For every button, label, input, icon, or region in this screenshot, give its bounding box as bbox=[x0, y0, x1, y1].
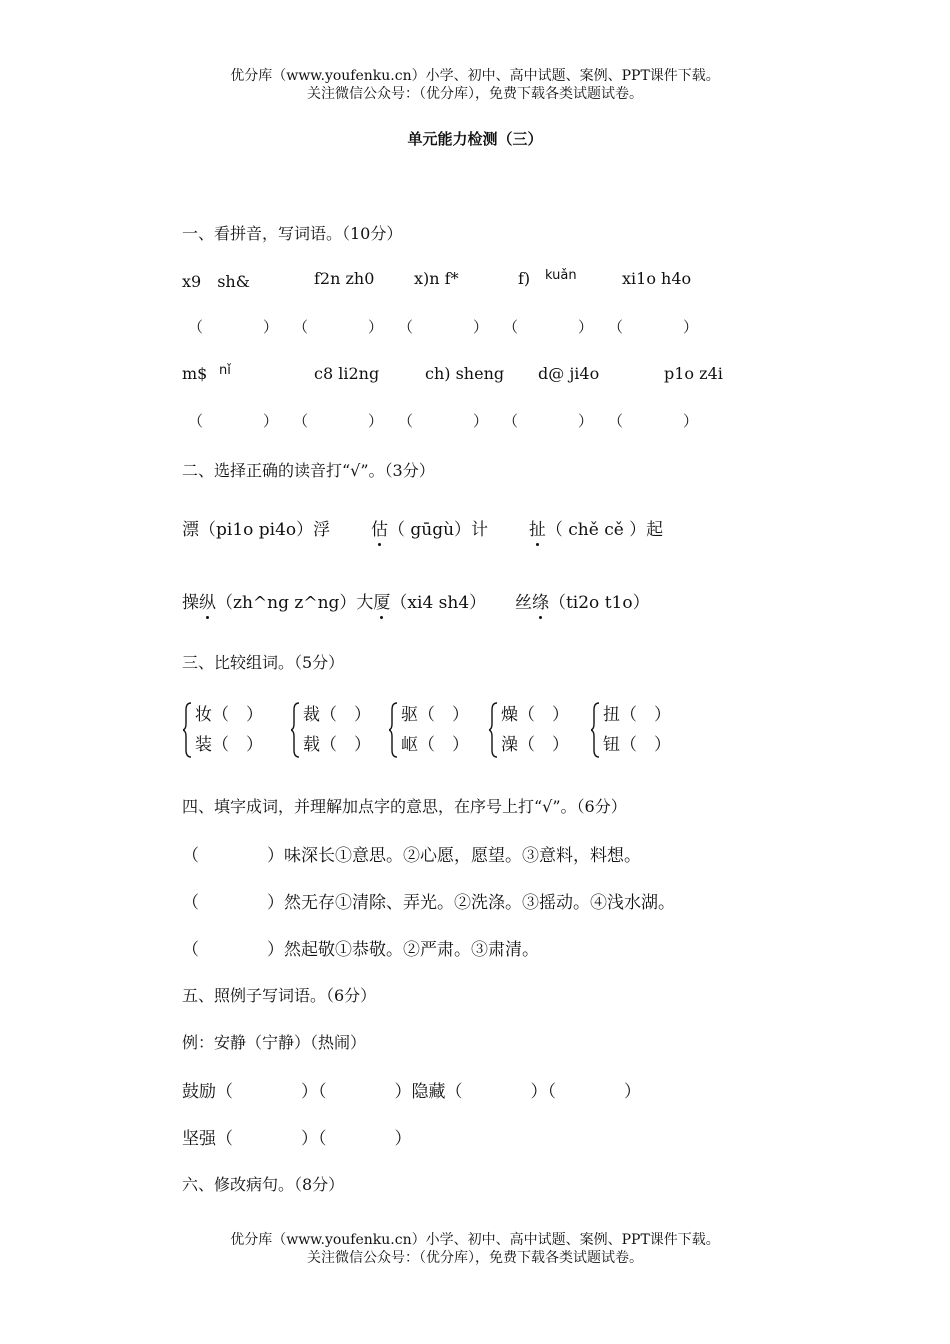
choice-zong[interactable]: （zh^ng z^ng）大 bbox=[216, 593, 374, 613]
char-cao: 操 bbox=[182, 593, 199, 613]
compare-word-3b[interactable]: 岖（ ） bbox=[401, 735, 469, 755]
answer-blank-1-2[interactable]: （ ） bbox=[293, 318, 384, 336]
answer-blank-2-2[interactable]: （ ） bbox=[293, 412, 384, 430]
pinyin-1-4: f) bbox=[518, 269, 531, 288]
section-4-heading: 四、填字成词，并理解加点字的意思，在序号上打“√”。（6分） bbox=[182, 797, 627, 816]
choice-gu[interactable]: （ gūgù）计 bbox=[387, 520, 489, 540]
pinyin-2-2: c8 li2ng bbox=[314, 364, 380, 383]
brace-icon bbox=[389, 702, 399, 758]
compare-word-2b[interactable]: 载（ ） bbox=[303, 735, 371, 755]
answer-blank-1-3[interactable]: （ ） bbox=[398, 318, 489, 336]
page-footer bbox=[0, 1231, 950, 1267]
pinyin-1-4b: kuǎn bbox=[545, 268, 577, 283]
brace-icon bbox=[291, 702, 301, 758]
answer-blank-1-1[interactable]: （ ） bbox=[188, 318, 279, 336]
compare-word-5b[interactable]: 钮（ ） bbox=[603, 735, 671, 755]
example-line: 例：安静（宁静）（热闹） bbox=[182, 1033, 367, 1052]
char-si: 丝 bbox=[514, 593, 532, 613]
brace-icon bbox=[489, 702, 499, 758]
answer-blank-1-4[interactable]: （ ） bbox=[503, 318, 594, 336]
word-fill-line-2[interactable]: 坚强（ ）（ ） bbox=[182, 1129, 412, 1149]
header-line-1: 优分库（www.youfenku.cn）小学、初中、高中试题、案例、PPT课件下载。 bbox=[230, 68, 720, 84]
footer-line-1: 优分库（www.youfenku.cn）小学、初中、高中试题、案例、PPT课件下载。 bbox=[230, 1232, 720, 1248]
section-3-heading: 三、比较组词。（5分） bbox=[182, 653, 345, 672]
fill-item-1[interactable]: （ ）味深长①意思。②心愿，愿望。③意料，料想。 bbox=[182, 846, 641, 866]
brace-icon bbox=[183, 702, 193, 758]
compare-word-3a[interactable]: 驱（ ） bbox=[401, 705, 469, 725]
answer-blank-1-5[interactable]: （ ） bbox=[608, 318, 699, 336]
pinyin-2-1: m$ bbox=[182, 364, 208, 383]
page-title: 单元能力检测（三） bbox=[407, 130, 543, 148]
choice-che[interactable]: （ chě cě ）起 bbox=[545, 520, 664, 540]
char-tao: 绦 bbox=[532, 588, 549, 613]
footer-line-2: 关注微信公众号：（优分库），免费下载各类试题试卷。 bbox=[307, 1250, 643, 1266]
compare-word-1b[interactable]: 装（ ） bbox=[195, 735, 263, 755]
pinyin-1-1: x9 sh& bbox=[182, 272, 250, 291]
section-6-heading: 六、修改病句。（8分） bbox=[182, 1175, 345, 1194]
reading-row-1 bbox=[182, 515, 663, 540]
choice-sha[interactable]: （xi4 sh4） bbox=[390, 593, 487, 613]
pinyin-2-1b: nǐ bbox=[219, 363, 231, 378]
char-gu: 估 bbox=[371, 515, 388, 540]
answer-blank-2-1[interactable]: （ ） bbox=[188, 412, 279, 430]
word-fill-line-1[interactable]: 鼓励（ ）（ ）隐藏（ ）（ ） bbox=[182, 1082, 641, 1102]
section-2-heading: 二、选择正确的读音打“√”。（3分） bbox=[182, 461, 435, 480]
char-piao: 漂 bbox=[182, 520, 199, 540]
fill-item-2[interactable]: （ ）然无存①清除、弄光。②洗涤。③摇动。④浅水湖。 bbox=[182, 893, 675, 913]
pinyin-1-5: xi1o h4o bbox=[622, 269, 692, 288]
compare-word-5a[interactable]: 扭（ ） bbox=[603, 705, 671, 725]
compare-word-4b[interactable]: 澡（ ） bbox=[501, 735, 569, 755]
answer-blank-2-3[interactable]: （ ） bbox=[398, 412, 489, 430]
compare-word-4a[interactable]: 燥（ ） bbox=[501, 705, 569, 725]
compare-word-2a[interactable]: 裁（ ） bbox=[303, 705, 371, 725]
reading-row-2 bbox=[182, 588, 650, 613]
pinyin-2-5: p1o z4i bbox=[664, 364, 723, 383]
answer-blank-2-4[interactable]: （ ） bbox=[503, 412, 594, 430]
char-zong: 纵 bbox=[199, 588, 216, 613]
section-5-heading: 五、照例子写词语。（6分） bbox=[182, 986, 377, 1005]
compare-word-1a[interactable]: 妆（ ） bbox=[195, 705, 263, 725]
char-sha: 厦 bbox=[373, 588, 390, 613]
page-header bbox=[0, 67, 950, 103]
choice-tao[interactable]: （ti2o t1o） bbox=[548, 593, 650, 613]
header-line-2: 关注微信公众号：（优分库），免费下载各类试题试卷。 bbox=[307, 86, 643, 102]
answer-blank-2-5[interactable]: （ ） bbox=[608, 412, 699, 430]
pinyin-1-3: x)n f* bbox=[414, 269, 459, 288]
choice-piao[interactable]: （pi1o pi4o）浮 bbox=[199, 520, 331, 540]
char-che: 扯 bbox=[529, 515, 546, 540]
brace-icon bbox=[591, 702, 601, 758]
fill-item-3[interactable]: （ ）然起敬①恭敬。②严肃。③肃清。 bbox=[182, 940, 539, 960]
pinyin-2-4: d@ ji4o bbox=[538, 364, 600, 383]
pinyin-1-2: f2n zh0 bbox=[314, 269, 375, 288]
pinyin-2-3: ch) sheng bbox=[425, 364, 505, 383]
section-1-heading: 一、看拼音，写词语。（10分） bbox=[182, 224, 403, 243]
